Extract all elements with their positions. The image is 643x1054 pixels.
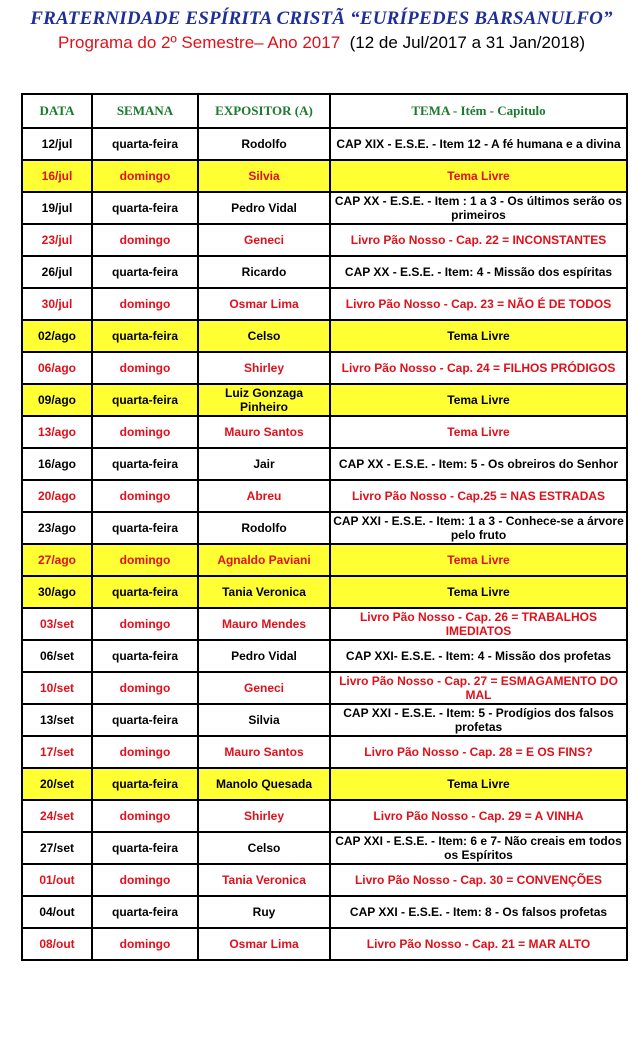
cell-tema: CAP XX - E.S.E. - Item: 4 - Missão dos espíritas [330, 256, 627, 288]
table-row [22, 288, 627, 320]
cell-expositor: Celso [198, 832, 330, 864]
cell-data: 04/out [22, 896, 92, 928]
cell-data: 23/jul [22, 224, 92, 256]
cell-tema: CAP XX - E.S.E. - Item: 5 - Os obreiros do Senhor [330, 448, 627, 480]
table-row [22, 512, 627, 544]
cell-semana: quarta-feira [92, 576, 198, 608]
table-row [22, 192, 627, 224]
cell-expositor: Osmar Lima [198, 288, 330, 320]
table-row [22, 704, 627, 736]
cell-semana: domingo [92, 800, 198, 832]
table-row [22, 800, 627, 832]
cell-expositor: Agnaldo Paviani [198, 544, 330, 576]
cell-data: 06/set [22, 640, 92, 672]
cell-expositor: Rodolfo [198, 512, 330, 544]
cell-tema: Tema Livre [330, 416, 627, 448]
cell-expositor: Abreu [198, 480, 330, 512]
cell-data: 20/ago [22, 480, 92, 512]
table-row [22, 416, 627, 448]
cell-tema: Livro Pão Nosso - Cap. 26 = TRABALHOS IMEDIATOS [330, 608, 627, 640]
cell-expositor: Rodolfo [198, 128, 330, 160]
cell-tema: Livro Pão Nosso - Cap. 24 = FILHOS PRÓDIGOS [330, 352, 627, 384]
cell-tema: Livro Pão Nosso - Cap. 21 = MAR ALTO [330, 928, 627, 960]
cell-expositor: Mauro Santos [198, 736, 330, 768]
cell-expositor: Silvia [198, 704, 330, 736]
cell-tema: Tema Livre [330, 768, 627, 800]
cell-tema: CAP XXI - E.S.E. - Item: 6 e 7- Não creais em todos os Espíritos [330, 832, 627, 864]
cell-semana: domingo [92, 352, 198, 384]
table-row [22, 736, 627, 768]
cell-semana: domingo [92, 224, 198, 256]
cell-expositor: Luiz Gonzaga Pinheiro [198, 384, 330, 416]
document-title: FRATERNIDADE ESPÍRITA CRISTÃ “EURÍPEDES BARSANULFO” [30, 8, 613, 29]
cell-semana: quarta-feira [92, 704, 198, 736]
table-row [22, 544, 627, 576]
schedule-table [21, 93, 628, 961]
column-header-tema: TEMA - Itém - Capitulo [330, 94, 627, 128]
table-row [22, 224, 627, 256]
cell-semana: quarta-feira [92, 256, 198, 288]
cell-expositor: Shirley [198, 352, 330, 384]
cell-tema: CAP XXI - E.S.E. - Item: 1 a 3 - Conhece-se a árvore pelo fruto [330, 512, 627, 544]
cell-expositor: Geneci [198, 672, 330, 704]
cell-tema: Livro Pão Nosso - Cap.25 = NAS ESTRADAS [330, 480, 627, 512]
cell-tema: Livro Pão Nosso - Cap. 30 = CONVENÇÕES [330, 864, 627, 896]
cell-data: 01/out [22, 864, 92, 896]
table-row [22, 480, 627, 512]
cell-expositor: Mauro Santos [198, 416, 330, 448]
cell-semana: quarta-feira [92, 896, 198, 928]
table-row [22, 640, 627, 672]
cell-semana: domingo [92, 672, 198, 704]
table-row [22, 320, 627, 352]
cell-data: 13/ago [22, 416, 92, 448]
document-subtitle [0, 33, 643, 53]
cell-tema: Livro Pão Nosso - Cap. 27 = ESMAGAMENTO DO MAL [330, 672, 627, 704]
cell-expositor: Tania Veronica [198, 576, 330, 608]
cell-expositor: Manolo Quesada [198, 768, 330, 800]
cell-tema: Tema Livre [330, 320, 627, 352]
cell-data: 10/set [22, 672, 92, 704]
cell-data: 20/set [22, 768, 92, 800]
cell-tema: Livro Pão Nosso - Cap. 29 = A VINHA [330, 800, 627, 832]
cell-expositor: Pedro Vidal [198, 640, 330, 672]
cell-semana: domingo [92, 928, 198, 960]
cell-semana: domingo [92, 608, 198, 640]
cell-data: 02/ago [22, 320, 92, 352]
cell-semana: quarta-feira [92, 128, 198, 160]
cell-tema: Livro Pão Nosso - Cap. 23 = NÃO É DE TODOS [330, 288, 627, 320]
cell-tema: Tema Livre [330, 576, 627, 608]
header-row [22, 94, 627, 128]
cell-semana: quarta-feira [92, 384, 198, 416]
cell-tema: CAP XXI - E.S.E. - Item: 5 - Prodígios dos falsos profetas [330, 704, 627, 736]
cell-data: 23/ago [22, 512, 92, 544]
cell-tema: Tema Livre [330, 384, 627, 416]
cell-expositor: Jair [198, 448, 330, 480]
cell-data: 12/jul [22, 128, 92, 160]
cell-data: 03/set [22, 608, 92, 640]
cell-semana: domingo [92, 288, 198, 320]
cell-semana: domingo [92, 480, 198, 512]
column-header-expositor: EXPOSITOR (A) [198, 94, 330, 128]
program-label: Programa do 2º Semestre– Ano 2017 [58, 33, 341, 52]
cell-tema: CAP XIX - E.S.E. - Item 12 - A fé humana e a divina [330, 128, 627, 160]
cell-data: 06/ago [22, 352, 92, 384]
table-row [22, 576, 627, 608]
table-row [22, 352, 627, 384]
table-row [22, 928, 627, 960]
cell-semana: quarta-feira [92, 640, 198, 672]
cell-data: 16/jul [22, 160, 92, 192]
cell-semana: quarta-feira [92, 320, 198, 352]
cell-tema: Tema Livre [330, 160, 627, 192]
table-row [22, 448, 627, 480]
cell-semana: quarta-feira [92, 512, 198, 544]
cell-tema: Livro Pão Nosso - Cap. 28 = E OS FINS? [330, 736, 627, 768]
cell-expositor: Pedro Vidal [198, 192, 330, 224]
table-row [22, 608, 627, 640]
cell-tema: Tema Livre [330, 544, 627, 576]
cell-expositor: Celso [198, 320, 330, 352]
table-row [22, 256, 627, 288]
cell-expositor: Mauro Mendes [198, 608, 330, 640]
cell-data: 30/jul [22, 288, 92, 320]
cell-semana: quarta-feira [92, 448, 198, 480]
cell-semana: domingo [92, 160, 198, 192]
cell-expositor: Ruy [198, 896, 330, 928]
table-row [22, 896, 627, 928]
cell-tema: Livro Pão Nosso - Cap. 22 = INCONSTANTES [330, 224, 627, 256]
table-row [22, 672, 627, 704]
cell-data: 08/out [22, 928, 92, 960]
cell-data: 09/ago [22, 384, 92, 416]
cell-data: 30/ago [22, 576, 92, 608]
cell-tema: CAP XXI - E.S.E. - Item: 8 - Os falsos profetas [330, 896, 627, 928]
cell-expositor: Ricardo [198, 256, 330, 288]
cell-data: 27/set [22, 832, 92, 864]
cell-data: 27/ago [22, 544, 92, 576]
cell-tema: CAP XX - E.S.E. - Item : 1 a 3 - Os últimos serão os primeiros [330, 192, 627, 224]
cell-data: 13/set [22, 704, 92, 736]
column-header-semana: SEMANA [92, 94, 198, 128]
table-row [22, 864, 627, 896]
cell-semana: domingo [92, 736, 198, 768]
cell-data: 26/jul [22, 256, 92, 288]
cell-semana: quarta-feira [92, 768, 198, 800]
cell-tema: CAP XXI- E.S.E. - Item: 4 - Missão dos profetas [330, 640, 627, 672]
cell-data: 24/set [22, 800, 92, 832]
cell-expositor: Shirley [198, 800, 330, 832]
cell-data: 19/jul [22, 192, 92, 224]
column-header-data: DATA [22, 94, 92, 128]
cell-expositor: Tania Veronica [198, 864, 330, 896]
cell-expositor: Silvia [198, 160, 330, 192]
table-row [22, 832, 627, 864]
cell-semana: domingo [92, 544, 198, 576]
cell-data: 16/ago [22, 448, 92, 480]
table-row [22, 384, 627, 416]
table-row [22, 160, 627, 192]
cell-expositor: Osmar Lima [198, 928, 330, 960]
cell-expositor: Geneci [198, 224, 330, 256]
table-row [22, 768, 627, 800]
cell-semana: quarta-feira [92, 192, 198, 224]
cell-semana: domingo [92, 416, 198, 448]
table-row [22, 128, 627, 160]
cell-data: 17/set [22, 736, 92, 768]
date-range: (12 de Jul/2017 a 31 Jan/2018) [349, 33, 585, 52]
cell-semana: domingo [92, 864, 198, 896]
cell-semana: quarta-feira [92, 832, 198, 864]
